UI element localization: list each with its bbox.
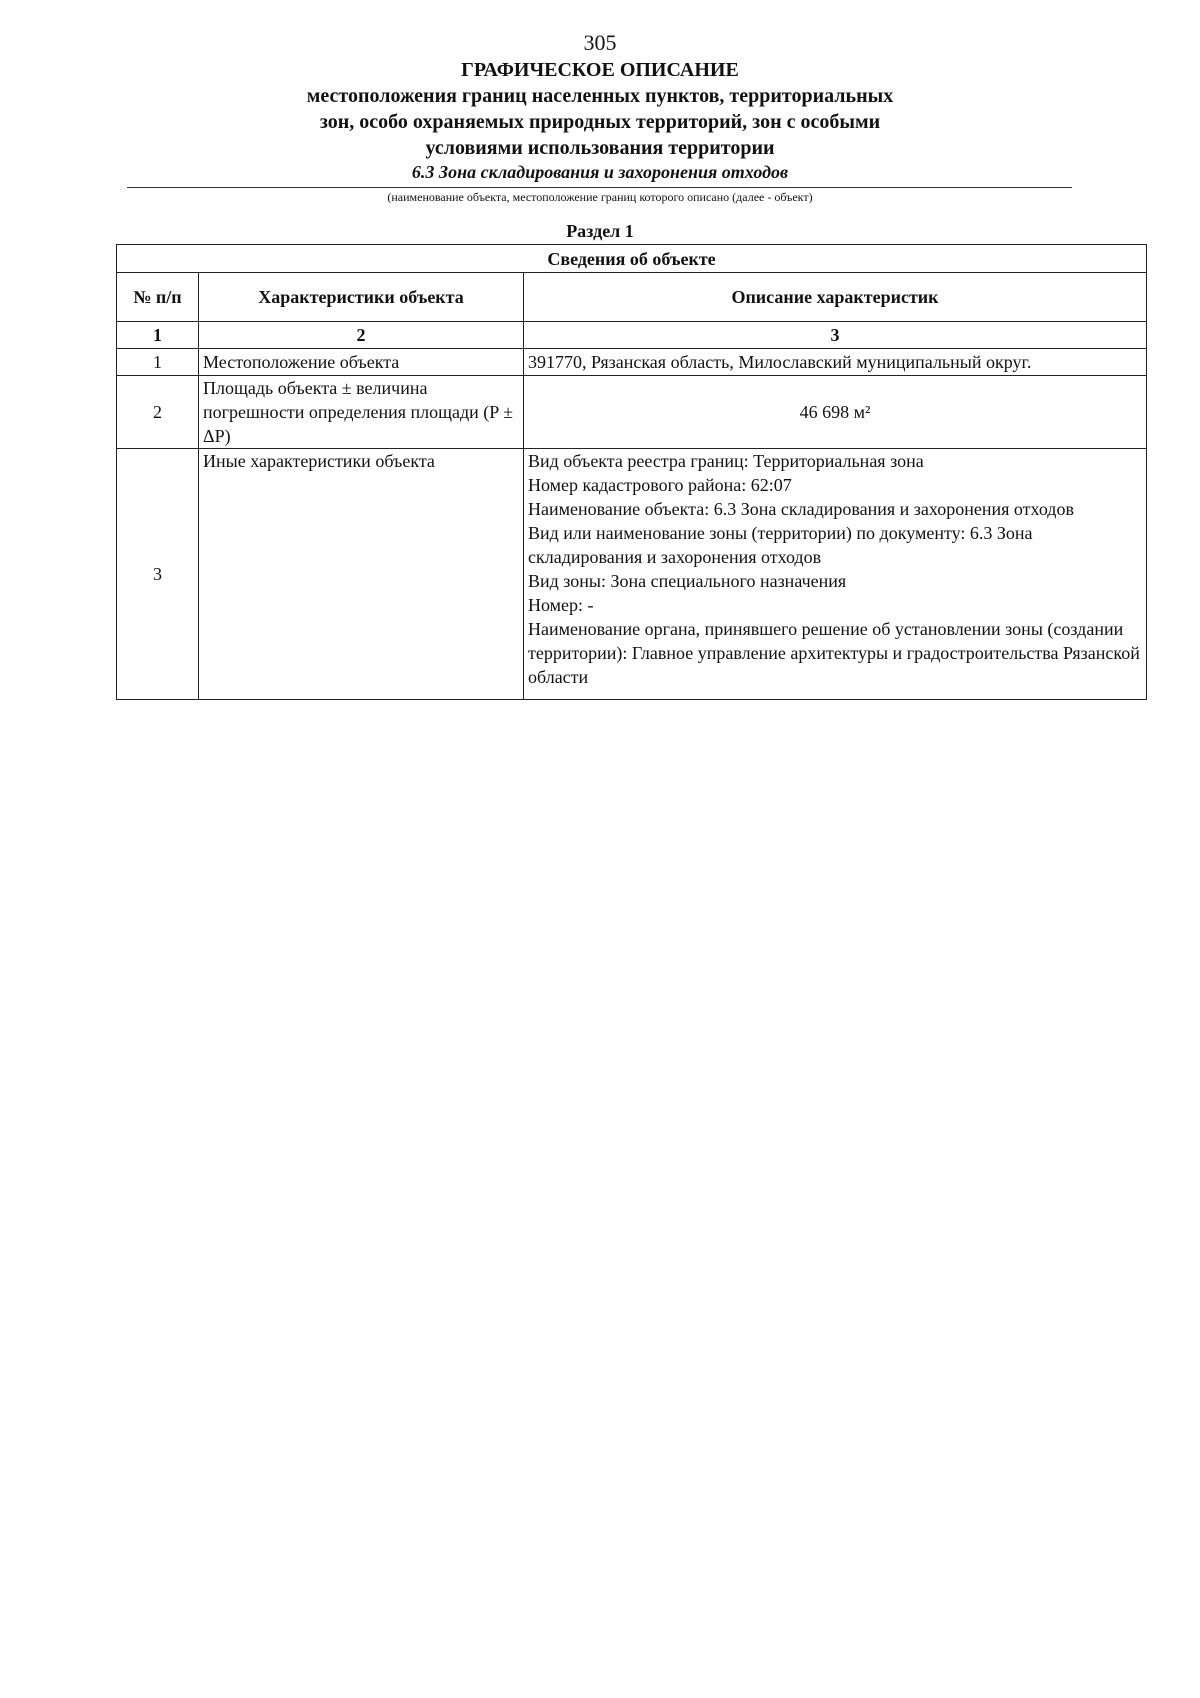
description-line: Вид объекта реестра границ: Территориальная зона — [528, 451, 924, 471]
table-row — [117, 349, 1147, 376]
subtitle-line: условиями использования территории — [425, 137, 775, 159]
table-caption: Сведения об объекте — [117, 245, 1147, 273]
description-line: 46 698 м² — [799, 402, 871, 422]
row-num: 2 — [117, 376, 199, 449]
object-name: 6.3 Зона складирования и захоронения отходов — [411, 162, 789, 182]
row-num: 1 — [117, 349, 199, 376]
description-line: Наименование органа, принявшего решение об установлении зоны (создании территории): Главное управление архитектуры и градостроительства Рязанской области — [528, 619, 1145, 687]
description-line: 391770, Рязанская область, Милославский муниципальный округ. — [528, 352, 1032, 372]
row-num: 3 — [117, 449, 199, 700]
column-number: 1 — [117, 322, 199, 349]
object-name-underline — [127, 187, 1072, 188]
row-characteristic: Местоположение объекта — [199, 349, 524, 376]
object-caption: (наименование объекта, местоположение границ которого описано (далее - объект) — [387, 190, 813, 204]
document-title: ГРАФИЧЕСКОЕ ОПИСАНИЕ — [461, 59, 739, 81]
subtitle-line: местоположения границ населенных пунктов, территориальных — [306, 85, 894, 107]
header-characteristic: Характеристики объекта — [199, 273, 524, 322]
description-line: Номер: - — [528, 595, 594, 615]
table-caption-row — [117, 245, 1147, 273]
description-line: Вид зоны: Зона специального назначения — [528, 571, 847, 591]
row-description — [524, 349, 1147, 376]
row-description — [524, 376, 1147, 449]
column-number: 2 — [199, 322, 524, 349]
row-characteristic: Иные характеристики объекта — [199, 449, 524, 700]
document-subtitle — [0, 83, 1200, 161]
column-number-row — [117, 322, 1147, 349]
page-number: 305 — [583, 30, 617, 55]
description-line: Наименование объекта: 6.3 Зона складирования и захоронения отходов — [528, 499, 1074, 519]
column-number: 3 — [524, 322, 1147, 349]
header-description: Описание характеристик — [524, 273, 1147, 322]
header-num-label: № п/п — [133, 287, 182, 307]
section-title: Раздел 1 — [566, 221, 634, 241]
row-characteristic: Площадь объекта ± величина погрешности определения площади (P ± ΔP) — [199, 376, 524, 449]
table-header-row — [117, 273, 1147, 322]
description-line: Вид или наименование зоны (территории) по документу: 6.3 Зона складирования и захоронения отходов — [528, 523, 1038, 567]
subtitle-line: зон, особо охраняемых природных территорий, зон с особыми — [319, 111, 881, 133]
table-row — [117, 449, 1147, 700]
description-line: Номер кадастрового района: 62:07 — [528, 475, 792, 495]
header-num — [117, 273, 199, 322]
table-row — [117, 376, 1147, 449]
row-description — [524, 449, 1147, 700]
object-info-table — [116, 244, 1147, 700]
